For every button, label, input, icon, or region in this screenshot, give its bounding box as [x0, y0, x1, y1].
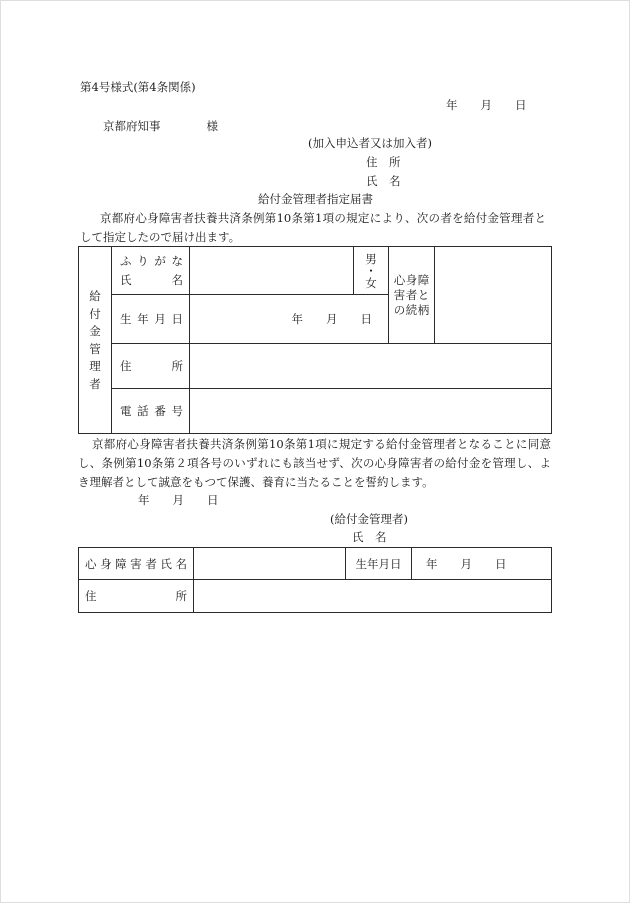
label-glyph: 管	[89, 341, 101, 356]
label-glyph: 所	[175, 589, 187, 603]
gender-label	[365, 253, 377, 289]
label-glyph: 生	[120, 311, 132, 326]
label-glyph: 住	[85, 589, 97, 603]
disabled-person-birthdate-label-cell	[346, 548, 412, 580]
label-glyph: 障	[417, 272, 430, 287]
phone-field	[190, 389, 552, 434]
label-glyph: と	[417, 287, 430, 302]
label-glyph: 月	[154, 311, 166, 326]
label-glyph: な	[171, 253, 183, 268]
manager-address-field	[190, 344, 552, 389]
phone-label-cell	[112, 389, 190, 434]
label-glyph: 心	[85, 556, 97, 571]
notification-date: 年 月 日	[446, 98, 527, 112]
label-glyph: 障	[115, 556, 127, 571]
label-glyph: 女	[365, 275, 377, 290]
phone-label	[120, 402, 183, 421]
label-glyph: 話	[137, 403, 149, 418]
manager-section-label	[89, 290, 101, 390]
applicant-address-label: 住 所	[366, 155, 401, 169]
label-glyph: ふ	[120, 253, 132, 268]
label-glyph: 付	[89, 306, 101, 321]
manager-birthdate-label-cell	[112, 295, 190, 344]
applicant-caption: (加入申込者又は加入者)	[308, 136, 432, 150]
manager-signature-name-label: 氏 名	[352, 530, 387, 544]
label-glyph: 日	[171, 311, 183, 326]
disabled-person-birthdate-field	[412, 548, 552, 580]
label-glyph: 号	[171, 403, 183, 418]
label-glyph: 者	[89, 376, 101, 391]
disabled-person-address-field	[194, 580, 552, 613]
label-glyph: 柄	[417, 302, 430, 317]
relationship-field	[435, 247, 552, 344]
disabled-person-name-label-cell	[79, 548, 194, 580]
manager-name-label	[120, 271, 183, 290]
label-glyph: 心	[393, 272, 406, 287]
label-glyph: 名	[175, 556, 187, 571]
applicant-name-label: 氏 名	[366, 174, 401, 188]
manager-birthdate-label	[120, 310, 183, 329]
label-glyph: 所	[171, 358, 183, 373]
label-glyph: 男	[365, 251, 377, 266]
furigana-label	[120, 252, 183, 271]
label-glyph: り	[137, 253, 149, 268]
disabled-person-name-field	[194, 548, 346, 580]
relationship-label	[394, 273, 430, 318]
disabled-person-table	[78, 547, 552, 613]
addressee: 京都府知事 様	[103, 119, 218, 133]
label-glyph: 番	[154, 403, 166, 418]
manager-name-field	[190, 247, 354, 295]
label-glyph: 害	[130, 556, 142, 571]
label-glyph: 給	[89, 289, 101, 303]
manager-name-label-cell	[112, 247, 190, 295]
manager-section-cell	[79, 247, 112, 434]
label-glyph: の	[393, 302, 406, 317]
label-glyph: 続	[405, 302, 418, 317]
label-glyph: ・	[365, 263, 377, 278]
label-glyph: 金	[89, 324, 101, 339]
label-glyph: 氏	[120, 272, 132, 287]
disabled-person-name-label	[85, 556, 187, 572]
pledge-line: し、条例第10条第２項各号のいずれにも該当せず、次の心身障害者の給付金を管理し、よ	[78, 456, 551, 470]
label-glyph: 者	[405, 287, 418, 302]
label-glyph: 住	[120, 358, 132, 373]
intro-line: して指定したので届け出ます。	[80, 230, 241, 244]
label-glyph: 名	[171, 272, 183, 287]
relationship-label-cell	[389, 247, 435, 344]
pledge-date: 年 月 日	[138, 493, 219, 507]
disabled-person-birthdate-value: 年 月 日	[426, 556, 507, 571]
label-glyph: 電	[120, 403, 132, 418]
pledge-line: 京都府心身障害者扶養共済条例第10条第1項に規定する給付金管理者となることに同意	[92, 437, 551, 451]
intro-line: 京都府心身障害者扶養共済条例第10条第1項の規定により、次の者を給付金管理者と	[100, 211, 546, 225]
manager-signature-caption: (給付金管理者)	[330, 512, 408, 526]
form-number: 第4号様式(第4条関係)	[80, 80, 196, 94]
label-glyph: 身	[100, 556, 112, 571]
label-glyph: が	[154, 253, 166, 268]
manager-birthdate-value: 年 月 日	[291, 312, 372, 326]
manager-table	[78, 246, 552, 434]
disabled-person-birthdate-label: 生年月日	[355, 556, 402, 571]
disabled-person-address-label-cell	[79, 580, 194, 613]
document-title: 給付金管理者指定届書	[258, 192, 373, 206]
label-glyph: 身	[405, 272, 418, 287]
gender-cell	[354, 247, 389, 295]
label-glyph: 年	[137, 311, 149, 326]
label-glyph: 氏	[160, 556, 172, 571]
pledge-line: き理解者として誠意をもつて保護、養育に当たることを誓約します。	[78, 475, 434, 489]
manager-address-label	[120, 357, 183, 376]
label-glyph: 者	[145, 556, 157, 571]
disabled-person-address-label	[85, 588, 187, 604]
label-glyph: 理	[89, 359, 101, 374]
label-glyph: 害	[393, 287, 406, 302]
manager-birthdate-field	[190, 295, 389, 344]
manager-address-label-cell	[112, 344, 190, 389]
